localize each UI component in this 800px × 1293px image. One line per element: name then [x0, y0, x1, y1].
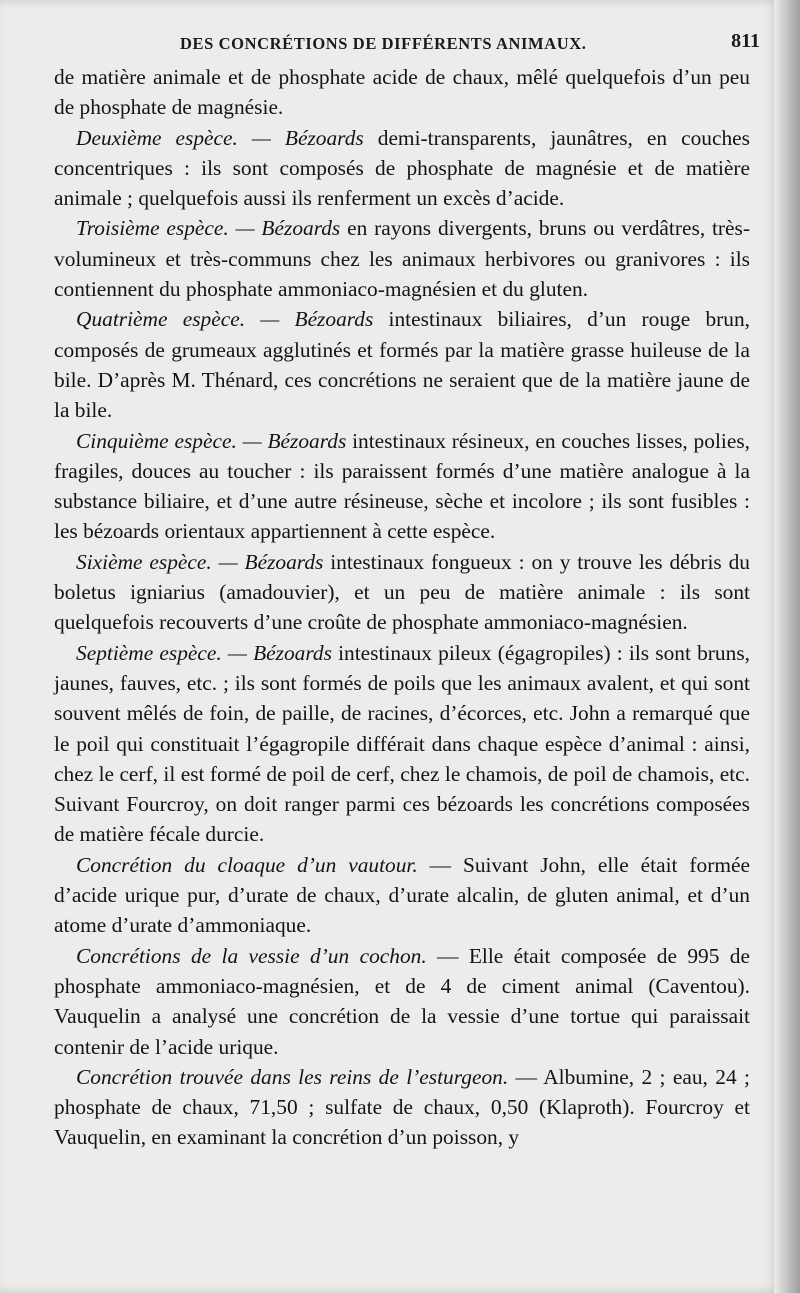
page-edge-shadow: [774, 0, 800, 1293]
body-text: [54, 62, 750, 1153]
paragraph-text: en rayons divergents, bruns ou verdâtres, très-volumineux et très-communs chez les animaux herbivores ou granivores : ils contiennent du phosphate ammoniaco-magnésien et du gluten.: [54, 216, 750, 302]
paragraph-continued: [54, 62, 750, 123]
paragraph-heading: Concrétions de la vessie d’un cochon.: [76, 943, 427, 968]
page-number: 811: [731, 30, 760, 52]
page-header: [180, 30, 760, 58]
paragraph-quatrieme-espece: [54, 304, 750, 425]
paragraph-concretion-cochon: [54, 941, 750, 1062]
paragraph-deuxieme-espece: [54, 123, 750, 214]
paragraph-troisieme-espece: [54, 213, 750, 304]
paragraph-heading: Quatrième espèce. — Bézoards: [76, 307, 374, 332]
paragraph-heading: Sixième espèce. — Bézoards: [76, 549, 324, 574]
paragraph-text: — Albumine, 2 ; eau, 24 ; phosphate de chaux, 71,50 ; sulfate de chaux, 0,50 (Klaproth). Fourcroy et Vauquelin, en examinant la concrétion d’un poisson, y: [54, 1064, 751, 1150]
paragraph-text: — Elle était composée de 995 de phosphate ammoniaco-magnésien, et de 4 de ciment animal (Caventou). Vauquelin a analysé une concrétion de la vessie d’une tortue qui paraissait contenir de l’acide urique.: [54, 943, 750, 1059]
paragraph-heading: Concrétion du cloaque d’un vautour.: [76, 852, 418, 877]
paragraph-concretion-esturgeon: [54, 1062, 750, 1153]
paragraph-concretion-vautour: [54, 850, 750, 941]
paragraph-text: de matière animale et de phosphate acide de chaux, mêlé quelquefois d’un peu de phosphate de magnésie.: [54, 65, 750, 120]
paragraph-heading: Cinquième espèce. — Bézoards: [76, 428, 347, 453]
paragraph-text: demi-transparents, jaunâtres, en couches concentriques : ils sont composés de phosphate de magnésie et de matière animale ; quelquefois aussi ils renferment un excès d’acide.: [54, 125, 750, 211]
paragraph-cinquieme-espece: [54, 426, 750, 547]
running-head: DES CONCRÉTIONS DE DIFFÉRENTS ANIMAUX.: [180, 34, 587, 53]
paragraph-septieme-espece: [54, 638, 750, 850]
paragraph-heading: Concrétion trouvée dans les reins de l’esturgeon.: [76, 1064, 509, 1089]
paragraph-heading: Septième espèce. — Bézoards: [76, 640, 332, 665]
paragraph-text: intestinaux résineux, en couches lisses, polies, fragiles, douces au toucher : ils paraissent formés d’une matière analogue à la substance biliaire, et d’une autre résineuse, sèche et incolore ; ils sont fusibles : les bézoards orientaux appartiennent à cette espèce.: [54, 428, 750, 544]
paragraph-sixieme-espece: [54, 547, 750, 638]
paragraph-text: intestinaux fongueux : on y trouve les débris du boletus igniarius (amadouvier), et un peu de matière animale : ils sont quelquefois recouverts d’une croûte de phosphate ammoniaco-magnésien.: [54, 549, 751, 635]
paragraph-text: — Suivant John, elle était formée d’acide urique pur, d’urate de chaux, d’urate alcalin, de gluten animal, et d’un atome d’urate d’ammoniaque.: [54, 852, 750, 938]
paragraph-text: intestinaux pileux (égagropiles) : ils sont bruns, jaunes, fauves, etc. ; ils sont formés de poils que les animaux avalent, et qui sont souvent mêlés de foin, de paille, de racines, d’écorces, etc. John a remarqué que le poil qui constituait l’égagropile différait dans chaque espèce d’animal : ainsi, chez le cerf, il est formé de poil de cerf, chez le chamois, de poil de chamois, etc. Suivant Fourcroy, on doit ranger parmi ces bézoards les concrétions composées de matière fécale durcie.: [54, 640, 750, 847]
paragraph-text: intestinaux biliaires, d’un rouge brun, composés de grumeaux agglutinés et formés par la matière grasse huileuse de la bile. D’après M. Thénard, ces concrétions ne seraient que de la matière jaune de la bile.: [54, 307, 750, 423]
paragraph-heading: Deuxième espèce. — Bézoards: [76, 125, 364, 150]
paragraph-heading: Troisième espèce. — Bézoards: [76, 216, 341, 241]
